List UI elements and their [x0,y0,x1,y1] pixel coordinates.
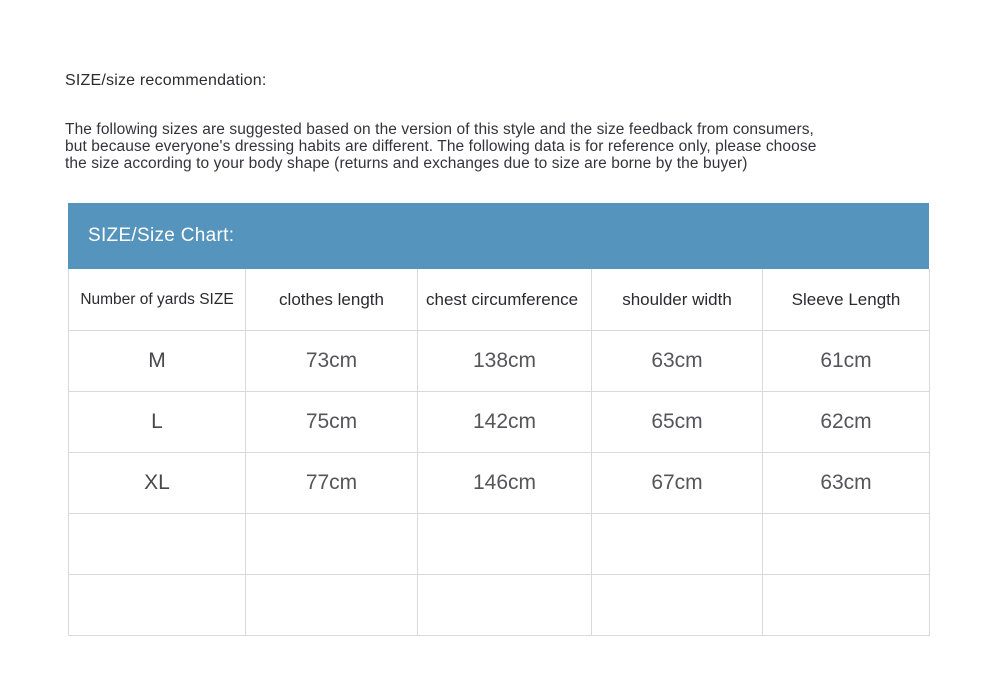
shoulder-width-cell: 65cm [592,391,763,452]
sleeve-length-cell: 62cm [763,391,930,452]
size-label-cell: XL [69,452,246,513]
column-header-clothes-length: clothes length [246,269,418,330]
empty-cell [69,513,246,574]
clothes-length-cell: 73cm [246,330,418,391]
size-chart-title: SIZE/Size Chart: [88,225,235,246]
column-header-sleeve-length: Sleeve Length [763,269,930,330]
column-header-chest-circumference: chest circumference [418,269,592,330]
empty-cell [418,574,592,635]
table-row-empty [69,513,930,574]
empty-cell [763,513,930,574]
empty-cell [246,574,418,635]
empty-cell [592,513,763,574]
size-label-cell: M [69,330,246,391]
size-chart-table [68,269,930,636]
column-header-size: Number of yards SIZE [69,269,246,330]
description-line-1: The following sizes are suggested based on the version of this style and the size feedback from consumers, [65,121,814,138]
empty-cell [763,574,930,635]
shoulder-width-cell: 63cm [592,330,763,391]
chest-circumference-cell: 138cm [418,330,592,391]
size-description [65,121,1000,172]
clothes-length-cell: 75cm [246,391,418,452]
page-title: SIZE/size recommendation: [65,72,267,89]
table-row-xl [69,452,930,513]
sleeve-length-cell: 63cm [763,452,930,513]
table-row-m [69,330,930,391]
chest-circumference-cell: 142cm [418,391,592,452]
description-line-2: but because everyone's dressing habits are different. The following data is for reference only, please choose [65,138,817,155]
size-chart-title-bar [68,203,929,269]
column-header-shoulder-width: shoulder width [592,269,763,330]
empty-cell [418,513,592,574]
description-line-3: the size according to your body shape (returns and exchanges due to size are borne by the buyer) [65,155,748,172]
table-row-empty [69,574,930,635]
empty-cell [592,574,763,635]
chest-circumference-cell: 146cm [418,452,592,513]
table-header-row [69,269,930,330]
size-label-cell: L [69,391,246,452]
sleeve-length-cell: 61cm [763,330,930,391]
table-row-l [69,391,930,452]
empty-cell [246,513,418,574]
empty-cell [69,574,246,635]
shoulder-width-cell: 67cm [592,452,763,513]
clothes-length-cell: 77cm [246,452,418,513]
